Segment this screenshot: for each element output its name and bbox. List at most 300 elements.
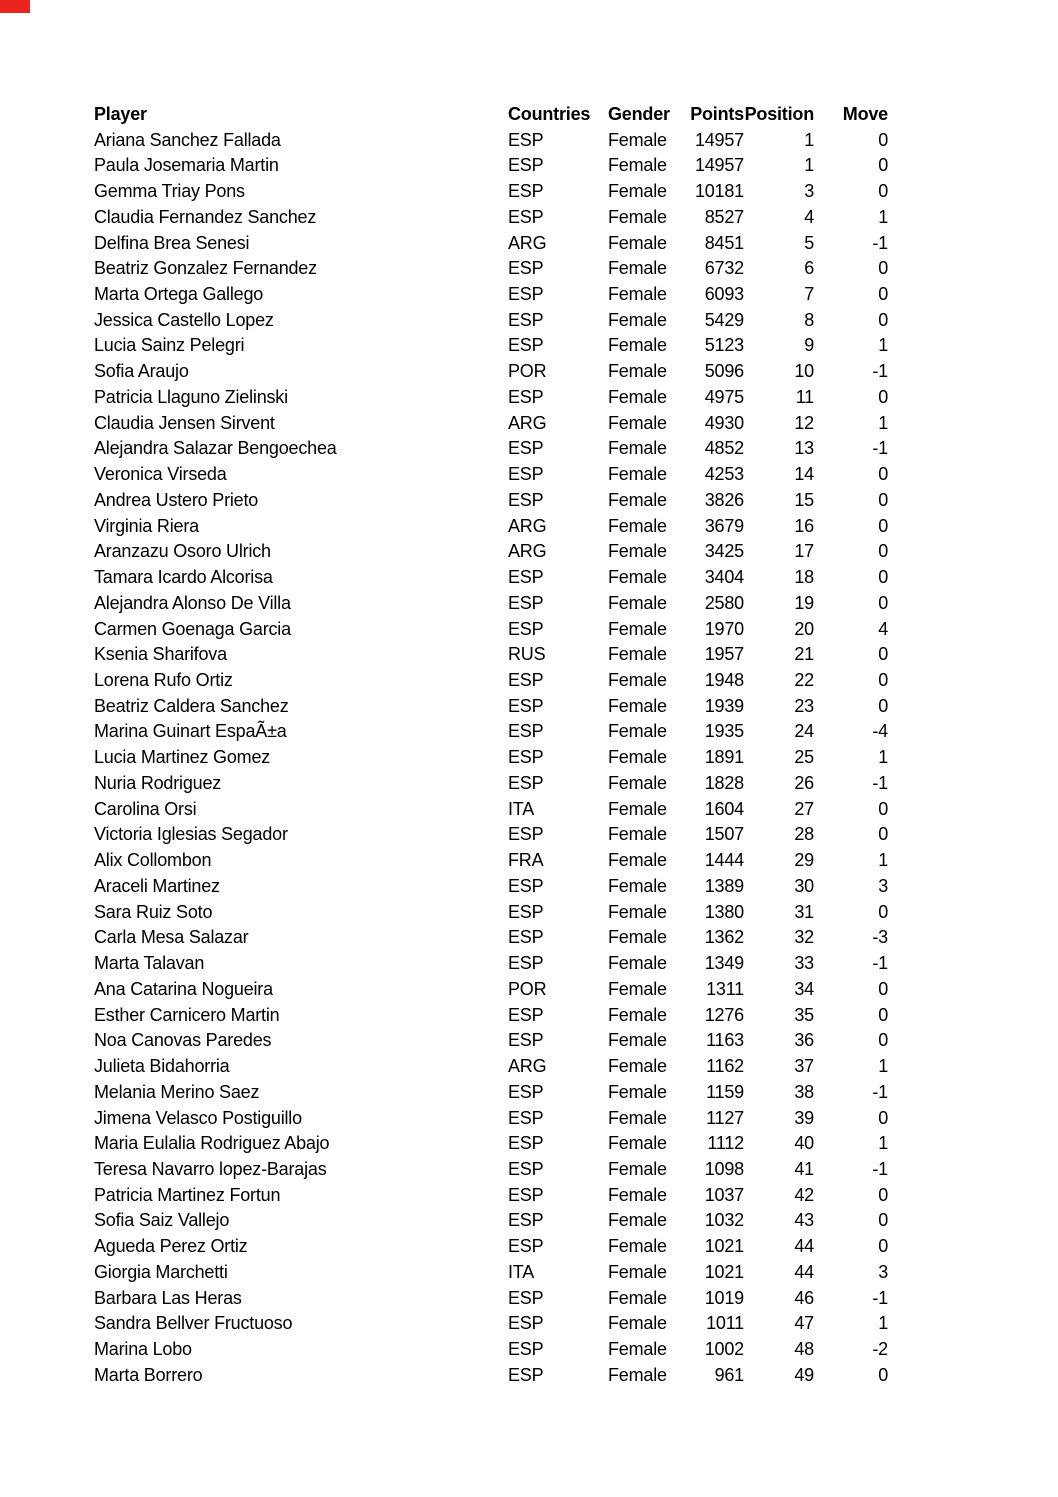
cell-points: 3679: [704, 515, 744, 536]
cell-move: -3: [872, 927, 888, 948]
cell-points: 961: [714, 1364, 744, 1385]
cell-points: 1362: [704, 927, 744, 948]
cell-move: 0: [878, 1184, 888, 1205]
cell-gender: Female: [608, 1339, 667, 1360]
table-row: [94, 204, 888, 230]
cell-move: 0: [878, 644, 888, 665]
cell-position: 5: [804, 232, 814, 253]
cell-move: 3: [878, 1261, 888, 1282]
cell-countries: ESP: [508, 592, 544, 613]
cell-move: -4: [872, 721, 888, 742]
cell-countries: ESP: [508, 1313, 544, 1334]
cell-player: Sandra Bellver Fructuoso: [94, 1313, 293, 1334]
cell-move: 4: [878, 618, 888, 639]
cell-player: Alejandra Salazar Bengoechea: [94, 438, 337, 459]
cell-points: 1127: [706, 1107, 744, 1128]
cell-move: 0: [878, 695, 888, 716]
cell-move: 0: [878, 798, 888, 819]
cell-player: Gemma Triay Pons: [94, 181, 245, 202]
cell-points: 1380: [704, 901, 744, 922]
cell-countries: ESP: [508, 1004, 544, 1025]
cell-position: 41: [794, 1158, 814, 1179]
cell-player: Teresa Navarro lopez-Barajas: [94, 1158, 327, 1179]
cell-player: Lorena Rufo Ortiz: [94, 670, 233, 691]
cell-gender: Female: [608, 567, 667, 588]
cell-player: Patricia Martinez Fortun: [94, 1184, 281, 1205]
table-row: [94, 822, 888, 848]
cell-position: 19: [794, 592, 814, 613]
cell-player: Marta Borrero: [94, 1364, 203, 1385]
cell-gender: Female: [608, 335, 667, 356]
cell-position: 20: [794, 618, 814, 639]
cell-gender: Female: [608, 438, 667, 459]
cell-move: -1: [872, 953, 888, 974]
cell-points: 6732: [704, 258, 744, 279]
cell-gender: Female: [608, 1081, 667, 1102]
cell-countries: ESP: [508, 1030, 544, 1051]
cell-position: 22: [794, 670, 814, 691]
table-row: [94, 178, 888, 204]
table-row: [94, 976, 888, 1002]
cell-position: 4: [804, 206, 814, 227]
cell-position: 33: [794, 953, 814, 974]
cell-position: 44: [794, 1261, 814, 1282]
cell-position: 12: [794, 412, 814, 433]
table-row: [94, 1311, 888, 1337]
cell-countries: ESP: [508, 206, 544, 227]
cell-position: 26: [794, 772, 814, 793]
table-row: [94, 770, 888, 796]
cell-move: 0: [878, 1236, 888, 1257]
cell-countries: ESP: [508, 772, 544, 793]
cell-move: 0: [878, 1364, 888, 1385]
cell-player: Claudia Fernandez Sanchez: [94, 206, 317, 227]
cell-move: 0: [878, 592, 888, 613]
column-header-countries: Countries: [508, 103, 591, 124]
cell-points: 14957: [694, 129, 744, 150]
cell-gender: Female: [608, 644, 667, 665]
cell-player: Carla Mesa Salazar: [94, 927, 249, 948]
cell-gender: Female: [608, 386, 667, 407]
cell-position: 24: [794, 721, 814, 742]
cell-position: 17: [794, 541, 814, 562]
cell-gender: Female: [608, 1030, 667, 1051]
cell-move: 0: [878, 978, 888, 999]
cell-points: 1604: [704, 798, 744, 819]
cell-position: 29: [794, 850, 814, 871]
cell-position: 10: [794, 361, 814, 382]
cell-player: Lucia Martinez Gomez: [94, 747, 271, 768]
table-row: [94, 436, 888, 462]
cell-countries: ARG: [508, 515, 547, 536]
cell-player: Tamara Icardo Alcorisa: [94, 567, 273, 588]
table-row: [94, 641, 888, 667]
cell-gender: Female: [608, 1133, 667, 1154]
column-header-move: Move: [842, 103, 888, 124]
cell-gender: Female: [608, 412, 667, 433]
cell-player: Ksenia Sharifova: [94, 644, 227, 665]
table-row: [94, 255, 888, 281]
cell-points: 3425: [704, 541, 744, 562]
cell-gender: Female: [608, 361, 667, 382]
cell-countries: ESP: [508, 258, 544, 279]
cell-points: 1957: [704, 644, 744, 665]
cell-gender: Female: [608, 850, 667, 871]
cell-gender: Female: [608, 1158, 667, 1179]
cell-points: 1389: [704, 875, 744, 896]
cell-player: Julieta Bidahorria: [94, 1056, 230, 1077]
cell-gender: Female: [608, 464, 667, 485]
cell-move: 1: [878, 206, 888, 227]
cell-player: Aranzazu Osoro Ulrich: [94, 541, 271, 562]
cell-countries: ESP: [508, 1210, 544, 1231]
table-row: [94, 925, 888, 951]
cell-points: 1162: [706, 1056, 744, 1077]
rankings-table: [94, 101, 888, 1388]
column-header-gender: Gender: [608, 103, 670, 124]
cell-gender: Female: [608, 1210, 667, 1231]
cell-position: 34: [794, 978, 814, 999]
cell-points: 1349: [704, 953, 744, 974]
cell-points: 5429: [704, 309, 744, 330]
cell-move: 0: [878, 155, 888, 176]
cell-player: Ana Catarina Nogueira: [94, 978, 273, 999]
cell-points: 14957: [694, 155, 744, 176]
table-row: [94, 744, 888, 770]
cell-countries: ESP: [508, 1364, 544, 1385]
cell-countries: ESP: [508, 1107, 544, 1128]
cell-gender: Female: [608, 592, 667, 613]
cell-countries: ESP: [508, 181, 544, 202]
cell-player: Patricia Llaguno Zielinski: [94, 386, 288, 407]
cell-player: Alix Collombon: [94, 850, 212, 871]
cell-points: 1948: [704, 670, 744, 691]
cell-countries: ESP: [508, 747, 544, 768]
cell-gender: Female: [608, 670, 667, 691]
table-row: [94, 1130, 888, 1156]
cell-position: 21: [794, 644, 814, 665]
cell-gender: Female: [608, 953, 667, 974]
cell-move: -1: [872, 438, 888, 459]
cell-points: 1507: [704, 824, 744, 845]
cell-position: 47: [794, 1313, 814, 1334]
cell-player: Agueda Perez Ortiz: [94, 1236, 248, 1257]
cell-countries: FRA: [508, 850, 544, 871]
table-row: [94, 461, 888, 487]
cell-position: 8: [804, 309, 814, 330]
cell-player: Marta Ortega Gallego: [94, 284, 264, 304]
cell-move: 0: [878, 386, 888, 407]
cell-points: 6093: [704, 284, 744, 304]
cell-gender: Female: [608, 181, 667, 202]
cell-move: 1: [878, 1056, 888, 1077]
cell-gender: Female: [608, 1107, 667, 1128]
cell-player: Veronica Virseda: [94, 464, 227, 485]
cell-countries: ESP: [508, 567, 544, 588]
table-row: [94, 1285, 888, 1311]
cell-move: 1: [878, 850, 888, 871]
table-row: [94, 538, 888, 564]
cell-points: 4975: [704, 386, 744, 407]
cell-gender: Female: [608, 129, 667, 150]
table-row: [94, 667, 888, 693]
cell-player: Virginia Riera: [94, 515, 199, 536]
table-row: [94, 719, 888, 745]
cell-points: 2580: [704, 592, 744, 613]
cell-player: Victoria Iglesias Segador: [94, 824, 288, 845]
cell-position: 49: [794, 1364, 814, 1385]
cell-gender: Female: [608, 747, 667, 768]
cell-points: 1444: [704, 850, 744, 871]
cell-move: -1: [872, 361, 888, 382]
cell-position: 7: [804, 284, 814, 304]
cell-move: 0: [878, 181, 888, 202]
table-row: [94, 358, 888, 384]
cell-move: 1: [878, 335, 888, 356]
cell-points: 8451: [704, 232, 744, 253]
cell-gender: Female: [608, 875, 667, 896]
cell-move: 0: [878, 541, 888, 562]
cell-countries: ARG: [508, 412, 547, 433]
cell-countries: ESP: [508, 335, 544, 356]
cell-move: 0: [878, 489, 888, 510]
cell-move: -1: [872, 1287, 888, 1308]
cell-move: 0: [878, 1004, 888, 1025]
cell-position: 43: [794, 1210, 814, 1231]
table-row: [94, 1182, 888, 1208]
cell-countries: ESP: [508, 1158, 544, 1179]
cell-player: Lucia Sainz Pelegri: [94, 335, 245, 356]
cell-move: -1: [872, 772, 888, 793]
cell-points: 1276: [704, 1004, 744, 1025]
cell-player: Noa Canovas Paredes: [94, 1030, 272, 1051]
red-marker: [0, 0, 30, 13]
table-row: [94, 127, 888, 153]
cell-gender: Female: [608, 1287, 667, 1308]
table-row: [94, 1362, 888, 1388]
cell-countries: ESP: [508, 824, 544, 845]
cell-gender: Female: [608, 901, 667, 922]
cell-position: 44: [794, 1236, 814, 1257]
cell-position: 46: [794, 1287, 814, 1308]
cell-move: 0: [878, 1107, 888, 1128]
cell-player: Carmen Goenaga Garcia: [94, 618, 291, 639]
cell-gender: Female: [608, 978, 667, 999]
cell-gender: Female: [608, 284, 667, 304]
cell-player: Ariana Sanchez Fallada: [94, 129, 281, 150]
cell-move: 0: [878, 1210, 888, 1231]
cell-player: Jessica Castello Lopez: [94, 309, 274, 330]
cell-position: 9: [804, 335, 814, 356]
cell-move: -1: [872, 1081, 888, 1102]
cell-points: 1021: [704, 1236, 744, 1257]
cell-position: 11: [795, 386, 814, 407]
table-row: [94, 590, 888, 616]
cell-points: 8527: [704, 206, 744, 227]
cell-gender: Female: [608, 309, 667, 330]
cell-gender: Female: [608, 258, 667, 279]
cell-points: 3826: [704, 489, 744, 510]
cell-position: 6: [804, 258, 814, 279]
cell-player: Paula Josemaria Martin: [94, 155, 279, 176]
cell-player: Nuria Rodriguez: [94, 772, 222, 793]
table-row: [94, 693, 888, 719]
cell-move: 0: [878, 258, 888, 279]
cell-countries: ESP: [508, 155, 544, 176]
cell-position: 14: [794, 464, 814, 485]
table-row: [94, 1027, 888, 1053]
cell-points: 1011: [706, 1313, 744, 1334]
cell-gender: Female: [608, 1261, 667, 1282]
table-row: [94, 950, 888, 976]
cell-countries: ARG: [508, 232, 547, 253]
cell-player: Sofia Araujo: [94, 361, 189, 382]
table-row: [94, 1105, 888, 1131]
cell-points: 1032: [704, 1210, 744, 1231]
cell-player: Marina Guinart EspaÃ±a: [94, 721, 287, 742]
cell-position: 36: [794, 1030, 814, 1051]
cell-player: Claudia Jensen Sirvent: [94, 412, 275, 433]
cell-countries: ARG: [508, 1056, 547, 1077]
cell-position: 28: [794, 824, 814, 845]
cell-move: 1: [878, 1313, 888, 1334]
cell-gender: Female: [608, 927, 667, 948]
cell-gender: Female: [608, 515, 667, 536]
table-row: [94, 487, 888, 513]
table-row: [94, 564, 888, 590]
cell-position: 1: [804, 129, 814, 150]
cell-points: 1159: [706, 1081, 744, 1102]
cell-move: 0: [878, 464, 888, 485]
table-row: [94, 1053, 888, 1079]
cell-points: 10181: [694, 181, 744, 202]
cell-move: 0: [878, 901, 888, 922]
cell-position: 38: [794, 1081, 814, 1102]
cell-player: Maria Eulalia Rodriguez Abajo: [94, 1133, 330, 1154]
cell-points: 1311: [706, 978, 744, 999]
cell-position: 32: [794, 927, 814, 948]
cell-position: 40: [794, 1133, 814, 1154]
column-header-player: Player: [94, 103, 147, 124]
cell-player: Andrea Ustero Prieto: [94, 489, 259, 510]
cell-player: Esther Carnicero Martin: [94, 1004, 280, 1025]
cell-countries: ESP: [508, 438, 544, 459]
cell-move: 0: [878, 670, 888, 691]
cell-points: 4253: [704, 464, 744, 485]
table-row: [94, 513, 888, 539]
cell-move: -1: [872, 232, 888, 253]
table-row: [94, 1208, 888, 1234]
cell-countries: ESP: [508, 1287, 544, 1308]
cell-countries: ESP: [508, 284, 544, 304]
cell-countries: RUS: [508, 644, 546, 665]
cell-countries: ESP: [508, 129, 544, 150]
cell-points: 4852: [704, 438, 744, 459]
cell-points: 5123: [704, 335, 744, 356]
cell-countries: ESP: [508, 618, 544, 639]
cell-position: 18: [794, 567, 814, 588]
cell-position: 16: [794, 515, 814, 536]
cell-move: 0: [878, 567, 888, 588]
cell-position: 23: [794, 695, 814, 716]
cell-position: 31: [794, 901, 814, 922]
cell-gender: Female: [608, 155, 667, 176]
cell-countries: ESP: [508, 901, 544, 922]
cell-points: 1002: [704, 1339, 744, 1360]
cell-points: 1019: [704, 1287, 744, 1308]
table-row: [94, 899, 888, 925]
column-header-points: Points: [690, 103, 744, 124]
cell-gender: Female: [608, 824, 667, 845]
cell-player: Marina Lobo: [94, 1339, 192, 1360]
cell-position: 35: [794, 1004, 814, 1025]
cell-position: 1: [804, 155, 814, 176]
cell-points: 1021: [704, 1261, 744, 1282]
cell-gender: Female: [608, 618, 667, 639]
cell-move: 0: [878, 129, 888, 150]
table-row: [94, 230, 888, 256]
cell-countries: ESP: [508, 953, 544, 974]
table-row: [94, 873, 888, 899]
cell-gender: Female: [608, 1184, 667, 1205]
cell-points: 1970: [704, 618, 744, 639]
table-row: [94, 1002, 888, 1028]
cell-countries: ESP: [508, 309, 544, 330]
cell-gender: Female: [608, 798, 667, 819]
cell-countries: ESP: [508, 875, 544, 896]
cell-countries: ESP: [508, 489, 544, 510]
table-row: [94, 1079, 888, 1105]
cell-move: 0: [878, 515, 888, 536]
cell-player: Barbara Las Heras: [94, 1287, 242, 1308]
cell-move: 1: [878, 1133, 888, 1154]
table-row: [94, 796, 888, 822]
cell-gender: Female: [608, 695, 667, 716]
cell-countries: ITA: [508, 798, 535, 819]
cell-countries: ESP: [508, 670, 544, 691]
cell-move: -1: [872, 1158, 888, 1179]
cell-position: 15: [794, 489, 814, 510]
cell-gender: Female: [608, 1056, 667, 1077]
cell-countries: POR: [508, 978, 547, 999]
cell-countries: ESP: [508, 695, 544, 716]
cell-move: 1: [878, 747, 888, 768]
table-row: [94, 307, 888, 333]
cell-countries: ESP: [508, 927, 544, 948]
table-row: [94, 847, 888, 873]
cell-countries: POR: [508, 361, 547, 382]
cell-player: Beatriz Gonzalez Fernandez: [94, 258, 317, 279]
cell-countries: ESP: [508, 1339, 544, 1360]
cell-points: 1037: [704, 1184, 744, 1205]
table-row: [94, 1156, 888, 1182]
cell-countries: ESP: [508, 386, 544, 407]
cell-countries: ARG: [508, 541, 547, 562]
cell-countries: ESP: [508, 721, 544, 742]
cell-move: -2: [872, 1339, 888, 1360]
cell-move: 0: [878, 284, 888, 304]
cell-position: 37: [794, 1056, 814, 1077]
cell-points: 1828: [704, 772, 744, 793]
cell-gender: Female: [608, 772, 667, 793]
cell-gender: Female: [608, 206, 667, 227]
cell-points: 1891: [704, 747, 744, 768]
cell-player: Jimena Velasco Postiguillo: [94, 1107, 302, 1128]
cell-player: Melania Merino Saez: [94, 1081, 260, 1102]
cell-gender: Female: [608, 1236, 667, 1257]
cell-countries: ITA: [508, 1261, 535, 1282]
cell-position: 3: [804, 181, 814, 202]
